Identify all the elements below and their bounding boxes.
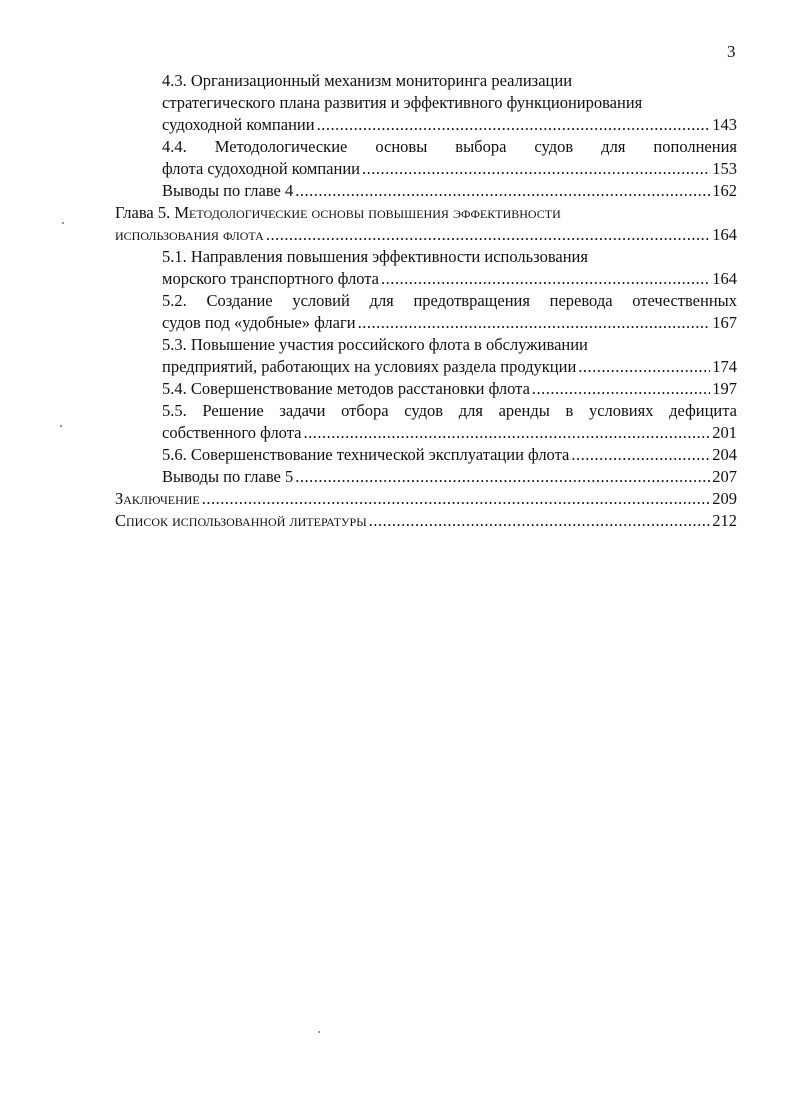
leader-dots — [381, 268, 710, 290]
leader-dots — [369, 510, 711, 532]
leader-dots — [295, 466, 710, 488]
toc-page: 201 — [712, 423, 737, 442]
toc-page: 209 — [712, 489, 737, 508]
toc-entry — [115, 224, 737, 246]
toc-entry — [162, 444, 737, 466]
toc-entry-text: судов под «удобные» флаги — [162, 313, 356, 332]
toc-entry-text: Выводы по главе 4 — [162, 181, 294, 200]
toc-entry-text: флота судоходной компании — [162, 159, 360, 178]
toc-page: 167 — [712, 313, 737, 332]
leader-dots — [266, 224, 710, 246]
toc-entry — [162, 268, 737, 290]
scan-speck — [62, 222, 64, 224]
toc-line: 5.1. Направления повышения эффективности использования — [162, 247, 588, 266]
toc-entry — [162, 466, 737, 488]
leader-dots — [578, 356, 710, 378]
scan-speck — [60, 425, 62, 427]
toc-page: 162 — [712, 181, 737, 200]
leader-dots — [571, 444, 710, 466]
toc-entry-text: использования флота — [115, 225, 264, 244]
toc-entry — [162, 356, 737, 378]
toc-entry — [115, 488, 737, 510]
toc-entry-text: 5.4. Совершенствование методов расстановки флота — [162, 379, 530, 398]
toc-entry-text: Заключение — [115, 489, 200, 508]
toc-entry — [162, 114, 737, 136]
toc-page: 143 — [712, 115, 737, 134]
leader-dots — [202, 488, 711, 510]
toc-entry-text: Выводы по главе 5 — [162, 467, 294, 486]
leader-dots — [295, 180, 710, 202]
toc-page: 164 — [712, 225, 737, 244]
leader-dots — [303, 422, 710, 444]
toc-entry-text: 5.6. Совершенствование технической эксплуатации флота — [162, 445, 570, 464]
toc-page: 197 — [712, 379, 737, 398]
leader-dots — [358, 312, 711, 334]
toc-line: стратегического плана развития и эффективного функционирования — [162, 93, 643, 112]
toc-page: 207 — [712, 467, 737, 486]
chapter-heading-line — [115, 202, 737, 224]
chapter-title: Методологические основы повышения эффективности — [174, 203, 561, 222]
toc-line: 4.3. Организационный механизм мониторинга реализации — [162, 71, 573, 90]
leader-dots — [317, 114, 711, 136]
toc-entry — [162, 180, 737, 202]
scan-speck — [318, 1031, 320, 1033]
toc-page: 164 — [712, 269, 737, 288]
leader-dots — [362, 158, 710, 180]
toc-entry — [162, 378, 737, 400]
toc-entry — [162, 422, 737, 444]
toc-entry-text: предприятий, работающих на условиях раздела продукции — [162, 357, 577, 376]
toc-page: 204 — [712, 445, 737, 464]
toc-entry — [115, 510, 737, 532]
toc-line: 4.4. Методологические основы выбора судов для пополнения — [162, 137, 737, 156]
leader-dots — [532, 378, 710, 400]
page-number: 3 — [727, 42, 736, 61]
toc-line: 5.3. Повышение участия российского флота в обслуживании — [162, 335, 588, 354]
toc-entry-text: собственного флота — [162, 423, 302, 442]
toc-line: 5.5. Решение задачи отбора судов для аренды в условиях дефицита — [162, 401, 737, 420]
toc-entry-text: Список использованной литературы — [115, 511, 367, 530]
chapter-prefix: Глава 5. — [115, 203, 175, 222]
toc-entry — [162, 312, 737, 334]
toc-page: 212 — [712, 511, 737, 530]
toc-entry-text: морского транспортного флота — [162, 269, 379, 288]
toc-entry-text: судоходной компании — [162, 115, 315, 134]
toc-entry — [162, 158, 737, 180]
toc-page: 174 — [712, 357, 737, 376]
toc-page: 153 — [712, 159, 737, 178]
toc-line: 5.2. Создание условий для предотвращения перевода отечественных — [162, 291, 737, 310]
